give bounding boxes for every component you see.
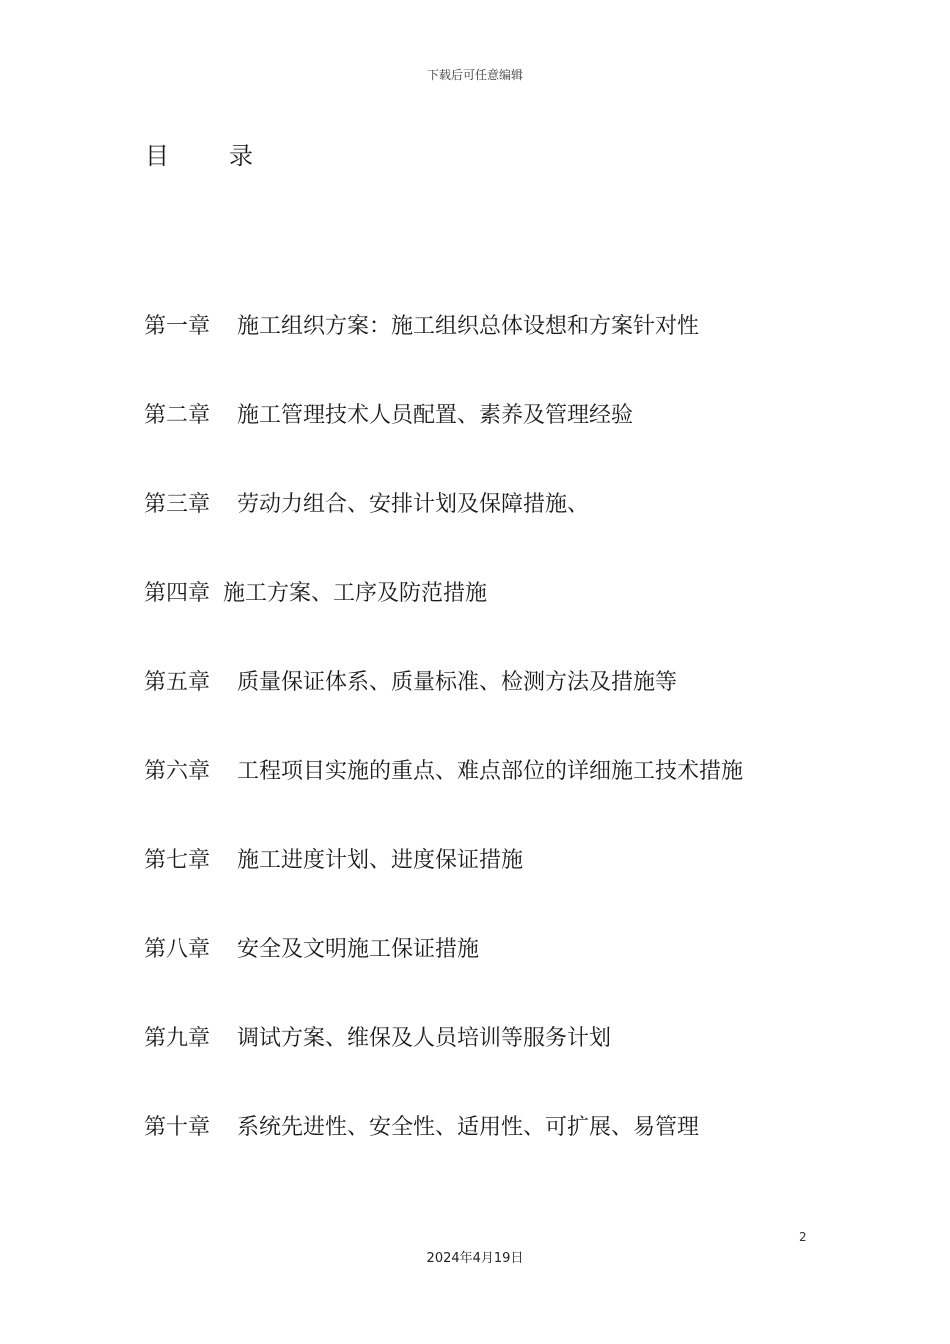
toc-chapter-label: 第五章 [144, 670, 211, 695]
page-header: 下载后可任意编辑 [426, 68, 523, 82]
toc-item-9 [144, 1022, 611, 1056]
footer-date: 2024年4月19日 [426, 1251, 524, 1266]
toc-item-5 [144, 666, 677, 700]
page-number: 2 [799, 1230, 807, 1244]
toc-item-6 [144, 755, 743, 789]
toc-chapter-title: 系统先进性、安全性、适用性、可扩展、易管理 [237, 1115, 700, 1140]
toc-item-8 [144, 933, 479, 967]
toc-chapter-title: 劳动力组合、安排计划及保障措施、 [237, 492, 590, 517]
toc-chapter-label: 第四章 [144, 581, 211, 606]
toc-item-4 [144, 577, 487, 611]
toc-chapter-title: 工程项目实施的重点、难点部位的详细施工技术措施 [237, 759, 744, 784]
toc-chapter-label: 第三章 [144, 492, 211, 517]
toc-chapter-title: 安全及文明施工保证措施 [237, 937, 480, 962]
toc-chapter-title: 质量保证体系、质量标准、检测方法及措施等 [237, 670, 678, 695]
toc-chapter-label: 第六章 [144, 759, 211, 784]
toc-item-7 [144, 844, 523, 878]
toc-chapter-label: 第九章 [144, 1026, 211, 1051]
toc-chapter-label: 第七章 [144, 848, 211, 873]
toc-chapter-label: 第二章 [144, 403, 211, 428]
toc-item-10 [144, 1111, 699, 1145]
toc-chapter-title: 施工管理技术人员配置、素养及管理经验 [237, 403, 634, 428]
toc-chapter-title: 施工进度计划、进度保证措施 [237, 848, 524, 873]
toc-chapter-title: 调试方案、维保及人员培训等服务计划 [237, 1026, 612, 1051]
toc-item-3 [144, 488, 589, 522]
toc-chapter-label: 第八章 [144, 937, 211, 962]
toc-item-2 [144, 399, 633, 433]
toc-chapter-title: 施工组织方案：施工组织总体设想和方案针对性 [237, 314, 700, 339]
toc-title-char-2: 录 [229, 142, 253, 170]
toc-title-char-1: 目 [145, 142, 169, 170]
toc-chapter-label: 第十章 [144, 1115, 211, 1140]
toc-chapter-title: 施工方案、工序及防范措施 [223, 581, 488, 606]
toc-chapter-label: 第一章 [144, 314, 211, 339]
toc-title [145, 136, 253, 171]
toc-item-1 [144, 310, 699, 344]
